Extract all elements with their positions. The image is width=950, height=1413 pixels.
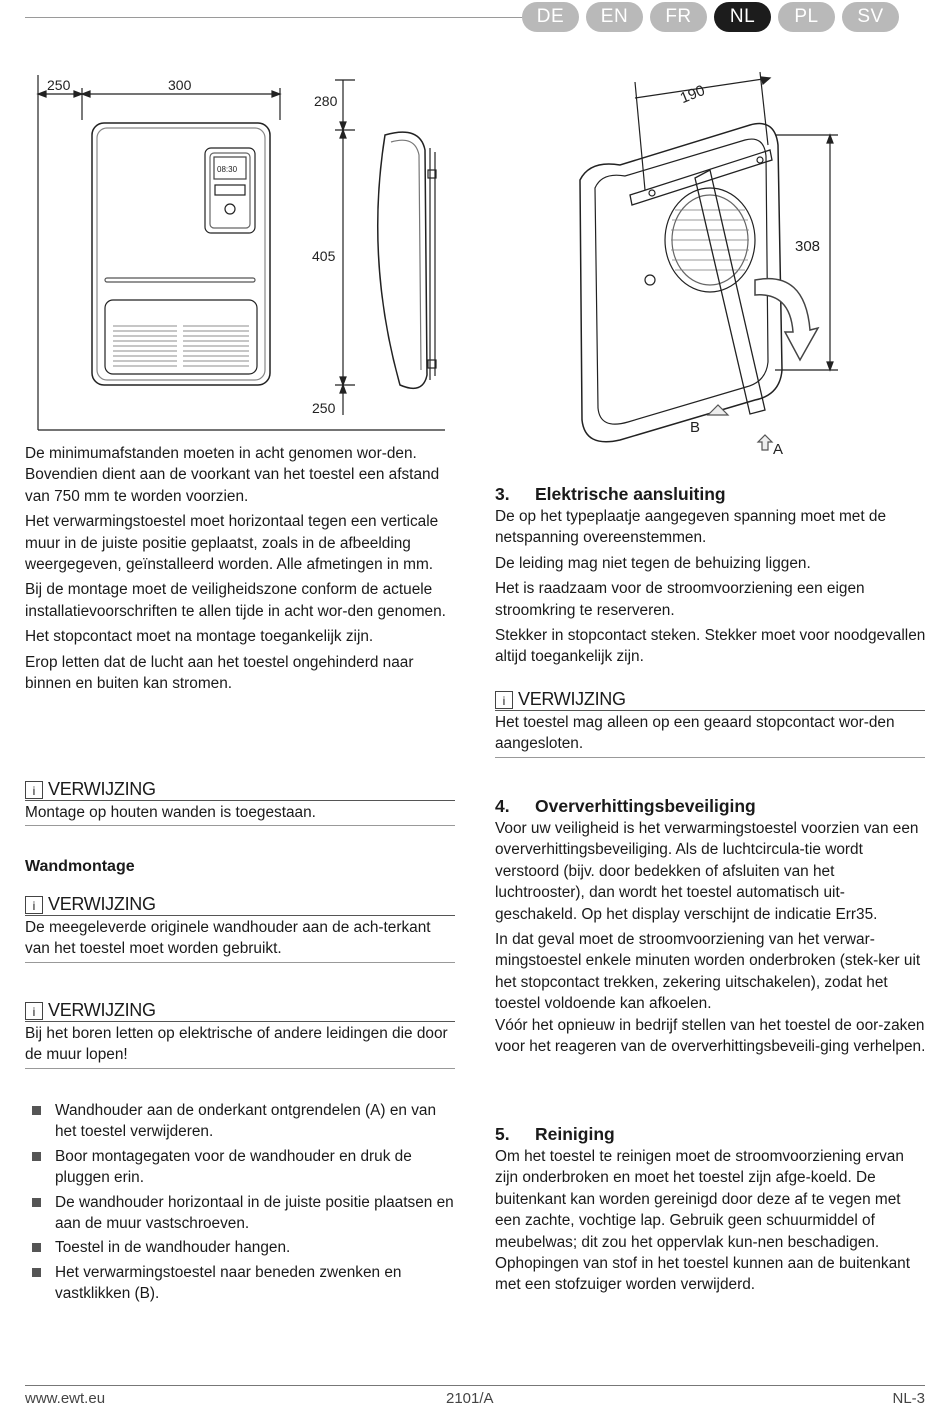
section-4-heading: 4. Oververhittingsbeveiliging (495, 796, 756, 816)
airflow-text: Erop letten dat de lucht aan het toestel ongehinderd naar binnen en buiten kan stromen. (25, 653, 414, 693)
note-text: Het toestel mag alleen op een geaard stopcontact wor-den aangesloten. (495, 714, 895, 753)
dim-300: 300 (168, 77, 192, 93)
info-icon: i (25, 1002, 43, 1020)
min-distance-text: De minimumafstanden moeten in acht genomen wor-den. (25, 445, 417, 462)
footer-website: www.ewt.eu (25, 1390, 106, 1407)
plug-text: Stekker in stopcontact steken. Stekker moet voor noodgevallen altijd toegankelijk zijn. (495, 627, 926, 666)
dim-405: 405 (312, 248, 336, 264)
display-time: 08:30 (217, 165, 238, 174)
note-text: Montage op houten wanden is toegestaan. (25, 804, 316, 821)
dim-280: 280 (314, 93, 338, 109)
section-cleaning (495, 1122, 927, 1296)
info-icon: i (25, 781, 43, 799)
list-item: Boor montagegaten voor de wandhouder en druk de pluggen erin. (25, 1146, 455, 1189)
note-title: VERWIJZING (48, 779, 156, 799)
tab-en[interactable]: EN (586, 2, 643, 32)
cleaning-text: Om het toestel te reinigen moet de stroomvoorziening ervan zijn onderbroken en moet het toestel zijn afge-koeld. De buitenkant kan worden gereinigd door deze af te vegen met een zachte, vochtige lap. Gebruik geen schuurmiddel of meubelwas; dit zou het oppervlak kun-nen beschadigen. Ophopingen van stof in het toestel kunnen aan de buitenkant met een stofzuiger worden verwijderd. (495, 1148, 911, 1294)
wall-bracket-figure (560, 70, 850, 465)
list-item: De wandhouder horizontaal in de juiste positie plaatsen en aan de muur vastschroeven. (25, 1192, 455, 1235)
list-item: Wandhouder aan de onderkant ontgrendelen (A) en van het toestel verwijderen. (25, 1100, 455, 1143)
note-wooden-walls (25, 776, 455, 826)
socket-accessible-text: Het stopcontact moet na montage toegankelijk zijn. (25, 628, 374, 646)
label-a: A (773, 441, 784, 458)
note-text: De meegeleverde originele wandhouder aan de ach-terkant van het toestel moet worden gebruikt. (25, 919, 431, 958)
tab-nl[interactable]: NL (714, 2, 771, 32)
mounting-steps (25, 1100, 455, 1308)
tab-sv[interactable]: SV (842, 2, 899, 32)
installation-dimensions-figure (25, 60, 455, 440)
front-distance-text: Bovendien dient aan de voorkant van het toestel een afstand van 750 mm te worden voorzien. (25, 466, 440, 505)
info-icon: i (25, 896, 43, 914)
circuit-text: Het is raadzaam voor de stroomvoorziening een eigen stroomkring te reserveren. (495, 580, 865, 619)
tab-fr[interactable]: FR (650, 2, 707, 32)
note-title: VERWIJZING (518, 689, 626, 709)
left-column (25, 443, 455, 694)
footer-doc-code: 2101/A (446, 1390, 494, 1407)
section-electrical (495, 482, 927, 668)
dim-250-top: 250 (47, 77, 71, 93)
horizontal-mount-text: Het verwarmingstoestel moet horizontaal tegen een verticale muur in de juiste positie geplaatst, zoals in de afbeelding weergegeven, geïnstalleerd worden. Alle afmetingen in mm. (25, 513, 439, 574)
section-3-heading: 3. Elektrische aansluiting (495, 484, 726, 504)
info-icon: i (495, 691, 513, 709)
wall-mounting-heading: Wandmontage (25, 858, 135, 875)
list-item: Toestel in de wandhouder hangen. (25, 1237, 455, 1258)
list-item: Het verwarmingstoestel naar beneden zwenken en vastklikken (B). (25, 1262, 455, 1305)
note-original-bracket (25, 891, 455, 963)
note-title: VERWIJZING (48, 1000, 156, 1020)
power-interrupt-text: In dat geval moet de stroomvoorziening van het verwar-mingstoestel enkele minuten worden onderbroken (stek-ker uit het stopcontact trekken, zekering uitschakelen), zodat het toestel voldoende kan afkoelen. (495, 931, 921, 1013)
tab-de[interactable]: DE (522, 2, 579, 32)
section-5-heading: 5. Reiniging (495, 1124, 615, 1144)
safety-zone-text: Bij de montage moet de veiligheidszone conform de actuele installatievoorschriften te allen tijde in acht wor-den genomen. (25, 581, 446, 620)
note-title: VERWIJZING (48, 894, 156, 914)
overheating-text: Voor uw veiligheid is het verwarmingstoestel voorzien van een oververhittingsbeveiliging. Als de luchtcircula-tie wordt verstoord (bijv. door bedekken of afsluiten van het luchtrooster), dan wordt het toestel automatisch uit-geschakeld. Op het display verschijnt de indicatie Err35. (495, 820, 919, 923)
dim-308: 308 (795, 238, 821, 255)
label-b: B (690, 419, 701, 436)
tab-pl[interactable]: PL (778, 2, 835, 32)
footer-rule (25, 1385, 925, 1386)
cable-text: De leiding mag niet tegen de behuizing liggen. (495, 554, 811, 572)
section-overheating (495, 794, 927, 1057)
note-drilling (25, 997, 455, 1069)
footer-page-number: NL-3 (892, 1390, 925, 1407)
language-tabs (522, 2, 899, 32)
voltage-text: De op het typeplaatje aangegeven spanning moet met de netspanning overeenstemmen. (495, 508, 887, 547)
dim-250-bottom: 250 (312, 400, 336, 416)
note-text: Bij het boren letten op elektrische of andere leidingen die door de muur lopen! (25, 1025, 448, 1064)
note-grounded-socket (495, 686, 925, 758)
dim-190: 190 (677, 81, 708, 108)
restart-text: Vóór het opnieuw in bedrijf stellen van het toestel de oor-zaken voor het reageren van de oververhittingsbeveili-ging verhelpen. (495, 1016, 926, 1056)
header-rule (25, 17, 543, 18)
